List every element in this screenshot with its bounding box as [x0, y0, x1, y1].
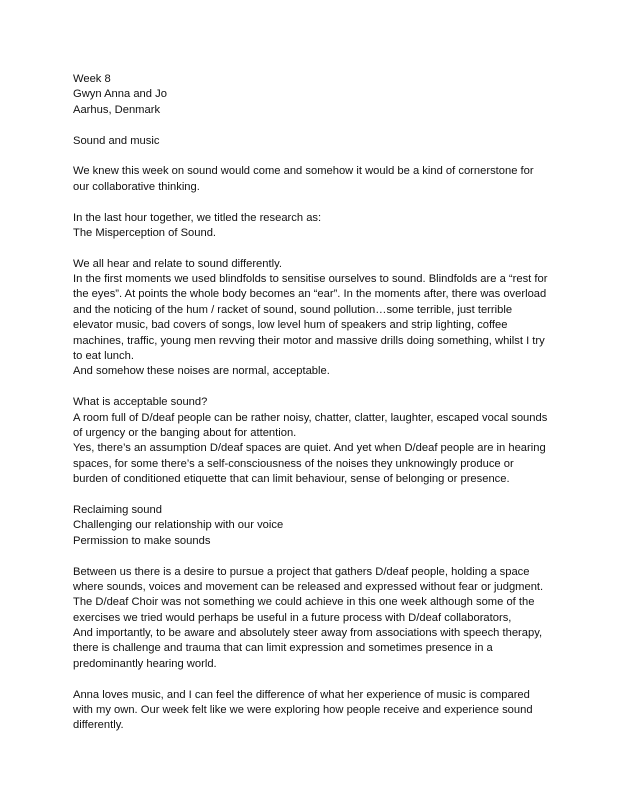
text-line: Permission to make sounds: [73, 534, 211, 547]
paragraph-7: [73, 688, 547, 734]
paragraph-1: [73, 164, 547, 195]
text-line: differently.: [73, 719, 124, 732]
text-line: there is challenge and trauma that can limit expression and sometimes presence in a: [73, 642, 493, 655]
text-line: machines, traffic, young men revving their motor and massive drills doing something, whilst I try: [73, 334, 545, 347]
text-line: predominantly hearing world.: [73, 657, 217, 670]
text-line: We all hear and relate to sound differently.: [73, 257, 282, 270]
text-line: In the first moments we used blindfolds to sensitise ourselves to sound. Blindfolds are a “rest for: [73, 273, 548, 286]
text-line: The Misperception of Sound.: [73, 226, 217, 239]
text-line: the eyes”. At points the whole body becomes an “ear”. In the moments after, there was overload: [73, 288, 547, 301]
header-authors: Gwyn Anna and Jo: [73, 88, 167, 101]
paragraph-2: [73, 211, 547, 242]
text-line: Yes, there’s an assumption D/deaf spaces are quiet. And yet when D/deaf people are in hearing: [73, 442, 546, 455]
text-line: to eat lunch.: [73, 350, 134, 363]
text-line: with my own. Our week felt like we were exploring how people receive and experience sound: [73, 704, 533, 717]
text-line: exercises we tried would perhaps be useful in a future process with D/deaf collaborators,: [73, 611, 512, 624]
text-line: where sounds, voices and movement can be released and expressed without fear or judgment.: [73, 580, 544, 593]
header-location: Aarhus, Denmark: [73, 103, 161, 116]
text-line: of urgency or the banging about for attention.: [73, 426, 297, 439]
text-line: Anna loves music, and I can feel the difference of what her experience of music is compared: [73, 688, 530, 701]
text-line: We knew this week on sound would come and somehow it would be a kind of cornerstone for: [73, 165, 534, 178]
text-line: elevator music, bad covers of songs, low level hum of speakers and strip lighting, coffee: [73, 319, 508, 332]
text-line: The D/deaf Choir was not something we could achieve in this one week although some of the: [73, 596, 535, 609]
text-line: spaces, for some there’s a self-consciousness of the noises they unknowingly produce or: [73, 457, 514, 470]
text-line: Reclaiming sound: [73, 503, 162, 516]
document-page: [73, 72, 547, 734]
text-line: Between us there is a desire to pursue a project that gathers D/deaf people, holding a space: [73, 565, 530, 578]
text-line: In the last hour together, we titled the research as:: [73, 211, 322, 224]
text-line: our collaborative thinking.: [73, 180, 200, 193]
text-line: A room full of D/deaf people can be rather noisy, chatter, clatter, laughter, escaped vocal sounds: [73, 411, 548, 424]
text-line: And importantly, to be aware and absolutely steer away from associations with speech therapy,: [73, 627, 543, 640]
text-line: What is acceptable sound?: [73, 396, 208, 409]
paragraph-4: [73, 395, 547, 487]
text-line: and the noticing of the hum / racket of sound, sound pollution…some terrible, just terrible: [73, 303, 513, 316]
document-header: [73, 72, 547, 118]
paragraph-5: [73, 503, 547, 549]
text-line: burden of conditioned etiquette that can limit behaviour, sense of belonging or presence.: [73, 473, 510, 486]
text-line: And somehow these noises are normal, acceptable.: [73, 365, 330, 378]
paragraph-6: [73, 565, 547, 673]
paragraph-3: [73, 257, 547, 380]
header-week: Week 8: [73, 73, 111, 85]
text-line: Challenging our relationship with our voice: [73, 519, 284, 532]
document-title: Sound and music: [73, 134, 160, 147]
